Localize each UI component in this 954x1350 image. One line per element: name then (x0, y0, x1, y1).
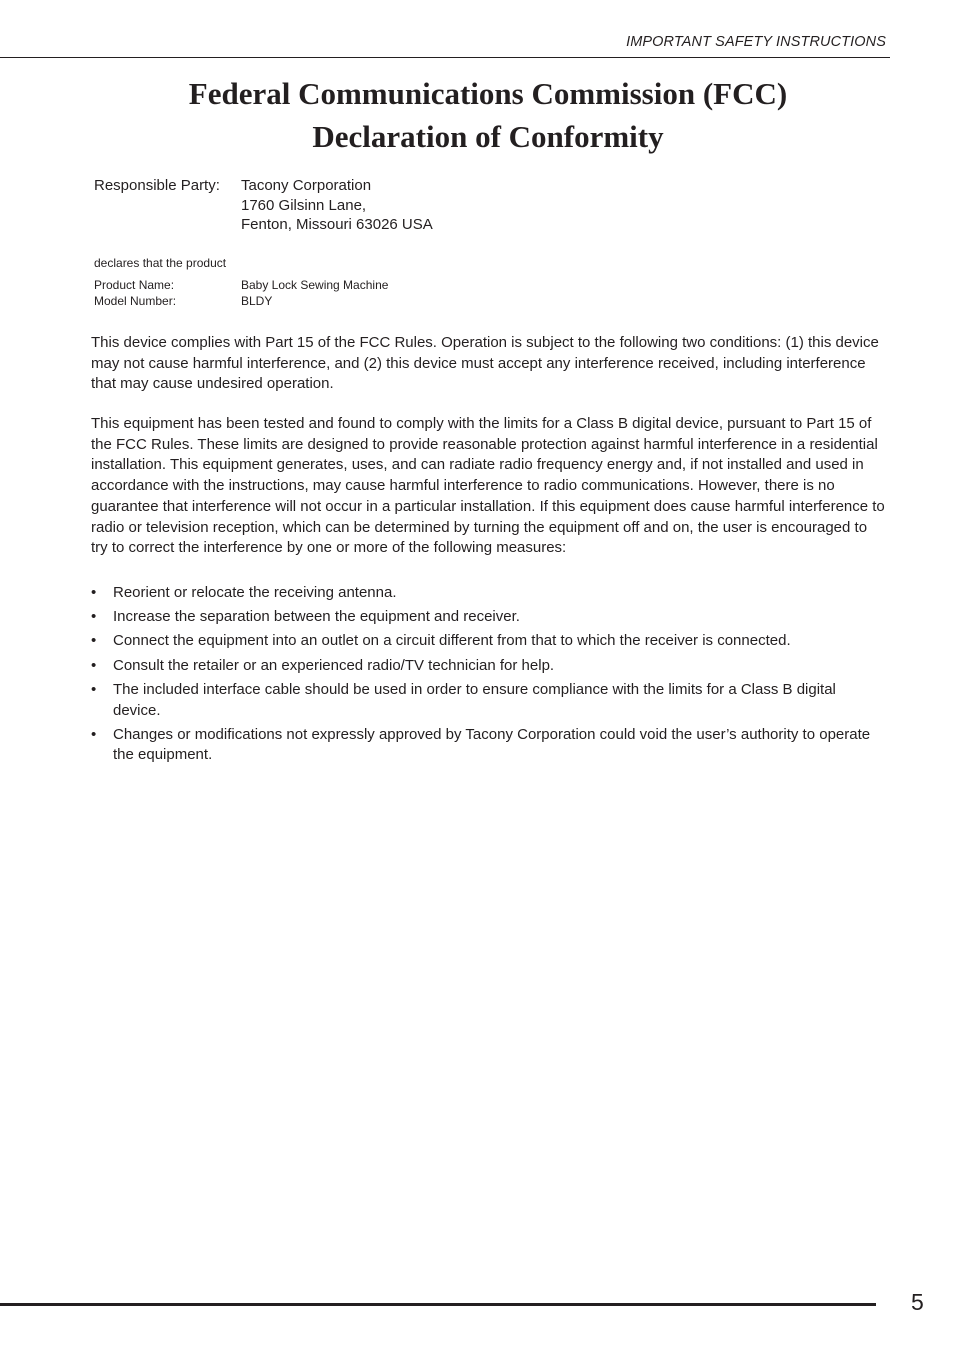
list-item (91, 583, 886, 604)
responsible-party-street: 1760 Gilsinn Lane, (241, 196, 367, 214)
list-item (91, 680, 886, 721)
responsible-party-city: Fenton, Missouri 63026 USA (241, 216, 433, 233)
list-item (91, 631, 886, 652)
product-name-label: Product Name: (94, 278, 175, 292)
product-name-value: Baby Lock Sewing Machine (241, 278, 389, 292)
page-title (0, 72, 954, 158)
bullet-icon: • (91, 680, 97, 698)
list-item-text: Reorient or relocate the receiving antenna. (113, 584, 397, 601)
list-item-text: Connect the equipment into an outlet on a circuit different from that to which the receiver is connected. (113, 632, 791, 650)
bullet-icon: • (91, 608, 97, 626)
responsible-party-label: Responsible Party: (94, 177, 220, 194)
page-title-line-1: Federal Communications Commission (FCC) (188, 76, 788, 111)
running-header: IMPORTANT SAFETY INSTRUCTIONS (626, 34, 886, 50)
list-item (91, 656, 886, 677)
page-number: 5 (911, 1289, 924, 1315)
bullet-icon: • (91, 725, 97, 743)
footer-divider (0, 1303, 876, 1306)
page-title-line-2: Declaration of Conformity (312, 119, 664, 154)
list-item (91, 725, 886, 766)
class-b-paragraph: This equipment has been tested and found to comply with the limits for a Class B digital device, pursuant to Part 15 of the FCC Rules. These limits are designed to provide reasonable protection against harmful interference in a residential installation. This equipment generates, uses, and can radiate radio frequency energy and, if not installed and used in accordance with the instructions, may cause harmful interference to radio communications. However, there is no guarantee that interference will not occur in a particular installation. If this equipment does cause harmful interference to radio or television reception, which can be determined by turning the equipment off and on, the user is encouraged to try to correct the interference by one or more of the following measures: (91, 415, 885, 557)
model-number-value: BLDY (241, 294, 273, 308)
bullet-icon: • (91, 584, 97, 601)
bullet-icon: • (91, 632, 97, 650)
model-number-label: Model Number: (94, 294, 177, 308)
list-item-text: Changes or modifications not expressly approved by Tacony Corporation could void the user’s authority to operate the equipment. (113, 725, 871, 764)
responsible-party-address (241, 176, 433, 235)
list-item-text: The included interface cable should be used in order to ensure compliance with the limits for a Class B digital device. (113, 680, 836, 719)
responsible-party-company: Tacony Corporation (241, 177, 372, 194)
list-item-text: Increase the separation between the equipment and receiver. (113, 608, 520, 626)
list-item-text: Consult the retailer or an experienced radio/TV technician for help. (113, 656, 555, 674)
list-item (91, 607, 886, 628)
declares-statement: declares that the product (94, 256, 227, 270)
compliance-paragraph: This device complies with Part 15 of the FCC Rules. Operation is subject to the following two conditions: (1) this device may not cause harmful interference, and (2) this device must accept any interference received, including interference that may cause undesired operation. (91, 334, 879, 393)
bullet-icon: • (91, 656, 97, 674)
header-divider (0, 57, 890, 58)
measures-list (91, 583, 886, 770)
